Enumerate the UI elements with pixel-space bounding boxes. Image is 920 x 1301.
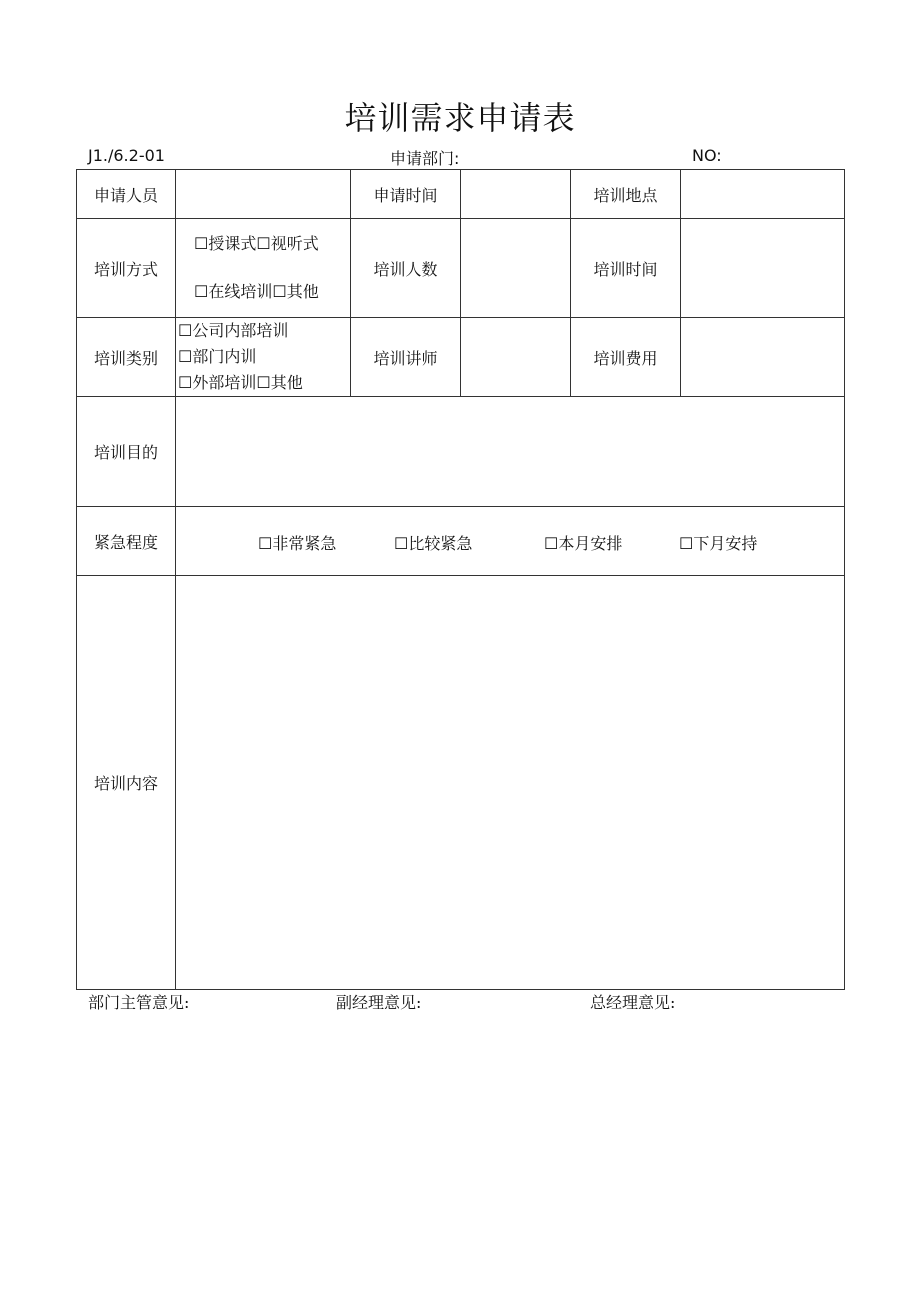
row-content [77, 576, 845, 990]
apply-dept-label: 申请部门: [390, 149, 460, 168]
location-field[interactable] [681, 170, 845, 219]
method-options-line1[interactable]: ☐授课式☐视听式 [194, 234, 319, 253]
lecturer-label: 培训讲师 [351, 318, 461, 397]
category-label: 培训类别 [77, 318, 176, 397]
urgency-option-this-month[interactable]: ☐本月安排 [544, 534, 623, 553]
row-method [77, 219, 845, 318]
cost-field[interactable] [681, 318, 845, 397]
category-option-external[interactable]: ☐外部培训☐其他 [178, 373, 303, 392]
method-options [176, 219, 351, 318]
train-time-field[interactable] [681, 219, 845, 318]
category-option-internal[interactable]: ☐公司内部培训 [178, 321, 289, 340]
urgency-label: 紧急程度 [77, 507, 176, 576]
dept-head-opinion-label: 部门主管意见: [88, 993, 190, 1012]
form-code: J1./6.2-01 [88, 146, 165, 165]
lecturer-field[interactable] [461, 318, 571, 397]
method-label: 培训方式 [77, 219, 176, 318]
category-option-dept[interactable]: ☐部门内训 [178, 347, 257, 366]
urgency-option-very-urgent[interactable]: ☐非常紧急 [258, 534, 337, 553]
purpose-field[interactable] [176, 397, 845, 507]
row-purpose [77, 397, 845, 507]
urgency-option-next-month[interactable]: ☐下月安持 [679, 534, 758, 553]
headcount-field[interactable] [461, 219, 571, 318]
urgency-options [176, 507, 845, 576]
apply-time-label: 申请时间 [351, 170, 461, 219]
deputy-manager-opinion-label: 副经理意见: [336, 993, 422, 1012]
purpose-label: 培训目的 [77, 397, 176, 507]
row-urgency [77, 507, 845, 576]
content-label: 培训内容 [77, 576, 176, 990]
general-manager-opinion-label: 总经理意见: [590, 993, 676, 1012]
row-applicant [77, 170, 845, 219]
applicant-label: 申请人员 [77, 170, 176, 219]
content-field[interactable] [176, 576, 845, 990]
method-options-line2[interactable]: ☐在线培训☐其他 [194, 282, 319, 301]
headcount-label: 培训人数 [351, 219, 461, 318]
train-time-label: 培训时间 [571, 219, 681, 318]
form-title: 培训需求申请表 [344, 99, 576, 137]
category-options [176, 318, 351, 397]
apply-time-field[interactable] [461, 170, 571, 219]
applicant-field[interactable] [176, 170, 351, 219]
cost-label: 培训费用 [571, 318, 681, 397]
location-label: 培训地点 [571, 170, 681, 219]
request-form-table [76, 169, 845, 990]
row-category [77, 318, 845, 397]
form-number-label: NO: [692, 146, 722, 165]
urgency-option-fairly-urgent[interactable]: ☐比较紧急 [394, 534, 473, 553]
